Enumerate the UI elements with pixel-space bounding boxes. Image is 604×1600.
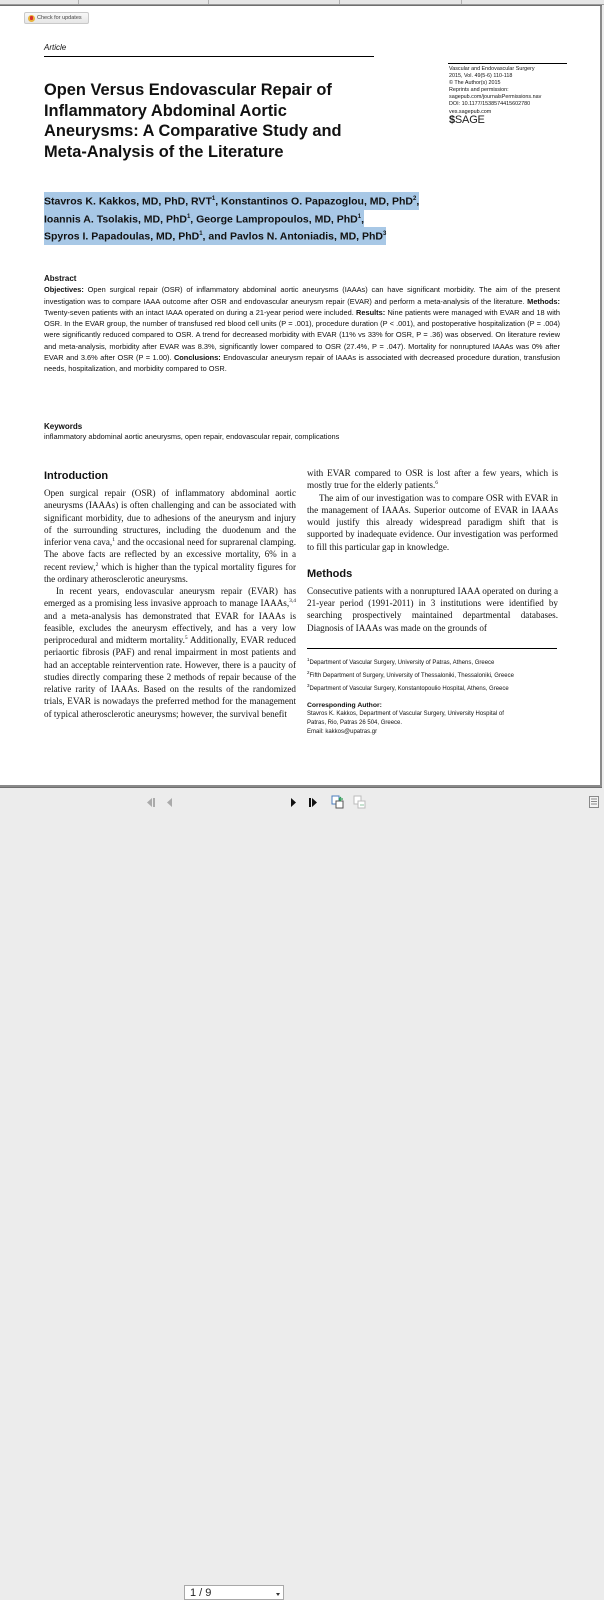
footnote-rule <box>307 648 557 649</box>
keywords-heading: Keywords <box>44 422 83 431</box>
author-name: George Lampropoulos, MD, PhD <box>196 213 358 225</box>
menu-button[interactable] <box>588 795 600 809</box>
text-run: with EVAR compared to OSR is lost after a few years, which is mostly true for the elderly patients. <box>307 468 558 491</box>
pdf-page <box>0 6 602 787</box>
author-separator: , and <box>202 230 230 243</box>
pdf-viewer <box>0 5 602 788</box>
go-back-view-icon <box>331 795 345 809</box>
journal-volume: 2015, Vol. 49(5-6) 110-118 <box>449 73 513 80</box>
corresponding-author-heading: Corresponding Author: <box>307 701 382 709</box>
affiliation <box>307 668 558 681</box>
author-name: Ioannis A. Tsolakis, MD, PhD <box>44 213 187 225</box>
next-view-button[interactable] <box>352 795 368 809</box>
author-line <box>44 192 419 210</box>
methods-label: Methods: <box>527 296 560 306</box>
previous-view-button[interactable] <box>330 795 346 809</box>
citation-ref[interactable]: 1 <box>112 536 115 543</box>
menu-icon <box>589 796 599 808</box>
introduction-paragraph-continued <box>307 467 558 492</box>
author-name: Konstantinos O. Papazoglou, MD, PhD <box>221 195 413 208</box>
previous-page-button[interactable] <box>163 795 177 809</box>
conclusions-text: Endovascular aneurysm repair of IAAAs is associated with decreased procedure duration, transfusion needs, hospitalization, and morbidity compared to OSR. <box>44 353 560 374</box>
next-page-icon <box>289 797 297 808</box>
tab-separator <box>208 0 209 4</box>
permissions-link[interactable]: sagepub.com/journalsPermissions.nav <box>449 94 542 101</box>
text-run: which is higher than the typical mortality figures for the ordinary atherosclerotic aneurysms. <box>44 561 296 584</box>
author-list <box>44 192 419 245</box>
introduction-paragraph <box>44 585 296 720</box>
author-separator: , <box>361 213 364 225</box>
affiliation-marker: 1 <box>211 196 216 202</box>
introduction-paragraph <box>44 487 296 585</box>
affiliation <box>307 655 558 668</box>
methods-heading: Methods <box>307 567 353 580</box>
affiliation-marker: 1 <box>186 213 191 220</box>
affiliation-number: 3 <box>307 682 310 688</box>
right-column <box>307 467 558 737</box>
last-page-button[interactable] <box>306 795 320 809</box>
objectives-text: Open surgical repair (OSR) of inflammatory abdominal aortic aneurysms (IAAAs) can have significant morbidity. The aim of the present investigation was to compare IAAA outcome after OSR and endovascular aneurysm repair (EVAR) and perform a meta-analysis of the literature. <box>44 285 560 306</box>
results-text: Nine patients were managed with EVAR and 18 with OSR. In the EVAR group, the number of transfused red blood cell units (P = .001), procedure duration (P < .001), and postoperative hospitalization (P = .004) were significantly reduced compared to OSR. A trend for decreased morbidity with EVAR (11% vs 33% for OSR, P = .36) was observed. On literature review and meta-analysis, morbidity after EVAR was 8.3%, significantly lower compared to OSR (27.4%, P = .047). Mortality for nonruptured IAAAs was 0% after EVAR and 3.6% after OSR (P = 1.00). <box>44 307 560 363</box>
text-run: and the occasional need for suprarenal clamping. The above facts are reflected by an excessive mortality, 6% in a recent review, <box>44 537 296 572</box>
citation-ref[interactable]: 3,4 <box>289 598 296 605</box>
affiliation-number: 2 <box>307 669 310 675</box>
affiliation-text: Department of Vascular Surgery, Konstantopoulio Hospital, Athens, Greece <box>309 685 509 692</box>
affiliation-marker: 1 <box>199 231 203 237</box>
citation-ref[interactable]: 2 <box>95 561 99 568</box>
author-name: Pavlos N. Antoniadis, MD, PhD <box>229 230 384 243</box>
corresponding-address: Stavros K. Kakkos, Department of Vascular Surgery, University Hospital of <box>307 710 504 717</box>
keywords <box>44 422 544 442</box>
chevron-down-icon <box>276 1593 280 1596</box>
header-rule <box>448 63 567 64</box>
methods-text: Twenty-seven patients with an intact IAAA operated on during a 21-year period were included. <box>44 307 357 317</box>
tab-separator <box>461 0 462 4</box>
sage-logo: $SAGE <box>449 113 485 126</box>
citation-ref[interactable]: 5 <box>184 634 188 641</box>
affiliation-number: 1 <box>307 656 310 662</box>
author-separator: , <box>416 195 420 208</box>
previous-page-icon <box>166 797 174 808</box>
reprints-label: Reprints and permission: <box>449 87 509 94</box>
methods-paragraph: Consecutive patients with a nonruptured IAAA operated on during a 21-year period (1991-2011) in 3 institutions were identified by searching prospectively maintained departmental databases. Diagnosis of IAAAs was made on the grounds of <box>307 585 558 633</box>
objectives-label: Objectives: <box>44 285 84 295</box>
text-run: In recent years, endovascular aneurysm repair (EVAR) has emerged as a promising less invasive approach to manage IAAAs, <box>44 586 296 609</box>
introduction-paragraph: The aim of our investigation was to compare OSR with EVAR in the management of IAAAs. Superior outcome of EVAR in IAAAs would justify this already widespread paradigm shift that is supported by inadequate evidence. Our investigation was performed to fill this particular gap in knowledge. <box>307 492 558 552</box>
corresponding-address: Patras, Rio, Patras 26 504, Greece. <box>307 719 403 726</box>
keywords-text: inflammatory abdominal aortic aneurysms, open repair, endovascular repair, complications <box>44 432 340 441</box>
text-run: and a meta-analysis has demonstrated that EVAR for IAAAs is feasible, excludes the aneurysm effectively, and has a very low periprocedural and midterm mortality. <box>44 610 296 645</box>
sage-s-icon: $ <box>449 113 455 126</box>
page-indicator: 1 / 9 <box>190 1587 212 1599</box>
last-page-icon <box>308 797 318 808</box>
citation-ref[interactable]: 6 <box>435 480 438 487</box>
go-forward-view-icon <box>353 795 367 809</box>
affiliation-marker: 2 <box>412 196 417 202</box>
left-column <box>44 469 296 720</box>
pdf-toolbar <box>0 788 604 1599</box>
affiliation-text: Department of Vascular Surgery, University of Patras, Athens, Greece <box>309 659 495 666</box>
affiliation-marker: 3 <box>383 231 387 237</box>
check-for-updates-label: Check for updates <box>37 15 82 21</box>
affiliation <box>307 681 558 694</box>
page-number-select[interactable] <box>184 1585 284 1600</box>
author-separator: , <box>190 213 197 225</box>
author-separator: , <box>215 195 222 208</box>
abstract <box>44 273 560 375</box>
article-type-label: Article <box>44 43 67 52</box>
abstract-heading: Abstract <box>44 274 77 283</box>
journal-url[interactable]: ves.sagepub.com <box>449 108 492 115</box>
check-for-updates-button[interactable] <box>24 12 89 24</box>
first-page-button[interactable] <box>144 795 158 809</box>
article-title: Open Versus Endovascular Repair of Inflammatory Abdominal Aortic Aneurysms: A Comparative Study and Meta-Analysis of the Literature <box>44 81 342 161</box>
affiliation-text: Fifth Department of Surgery, University of Thessaloniki, Thessaloniki, Greece <box>309 672 514 679</box>
text-run: Additionally, EVAR reduced periaortic fibrosis (PAF) and renal impairment in most patients and had an acceptable reintervention rate. However, there is a paucity of studies directly comparing these 2 methods of repair because of the relative rarity of IAAAs. Based on the results of the randomized trials, EVAR is nowadays the preferred method for the management of typical atherosclerotic aneurysms; however, the survival benefit <box>44 635 296 719</box>
doi[interactable]: DOI: 10.1177/1538574415602780 <box>449 101 531 108</box>
tab-separator <box>339 0 340 4</box>
introduction-heading: Introduction <box>44 470 109 482</box>
conclusions-label: Conclusions: <box>173 353 221 363</box>
author-line <box>44 210 364 228</box>
header-rule <box>44 56 374 57</box>
abstract-body <box>44 284 560 374</box>
author-name: Spyros I. Papadoulas, MD, PhD <box>44 230 200 243</box>
first-page-icon <box>146 797 156 808</box>
journal-name: Vascular and Endovascular Surgery <box>449 66 535 72</box>
footnotes <box>307 655 558 737</box>
tab-separator <box>78 0 79 4</box>
corresponding-email[interactable]: Email: kakkos@upatras.gr <box>307 728 378 735</box>
next-page-button[interactable] <box>287 795 299 809</box>
text-run: Open surgical repair (OSR) of inflammatory abdominal aortic aneurysms (IAAAs) is often challenging and can be associated with significant morbidity, due to adhesions of the aneurysm and injury of the surrounding structures, including the duodenum and the inferior vena cava, <box>44 488 296 547</box>
affiliation-marker: 1 <box>357 213 362 220</box>
author-name: Stavros K. Kakkos, MD, PhD, RVT <box>44 195 212 208</box>
author-line <box>44 227 386 245</box>
copyright: © The Author(s) 2015 <box>449 80 501 87</box>
crossmark-icon <box>28 15 35 22</box>
journal-info <box>449 66 599 124</box>
results-label: Results: <box>356 307 386 317</box>
